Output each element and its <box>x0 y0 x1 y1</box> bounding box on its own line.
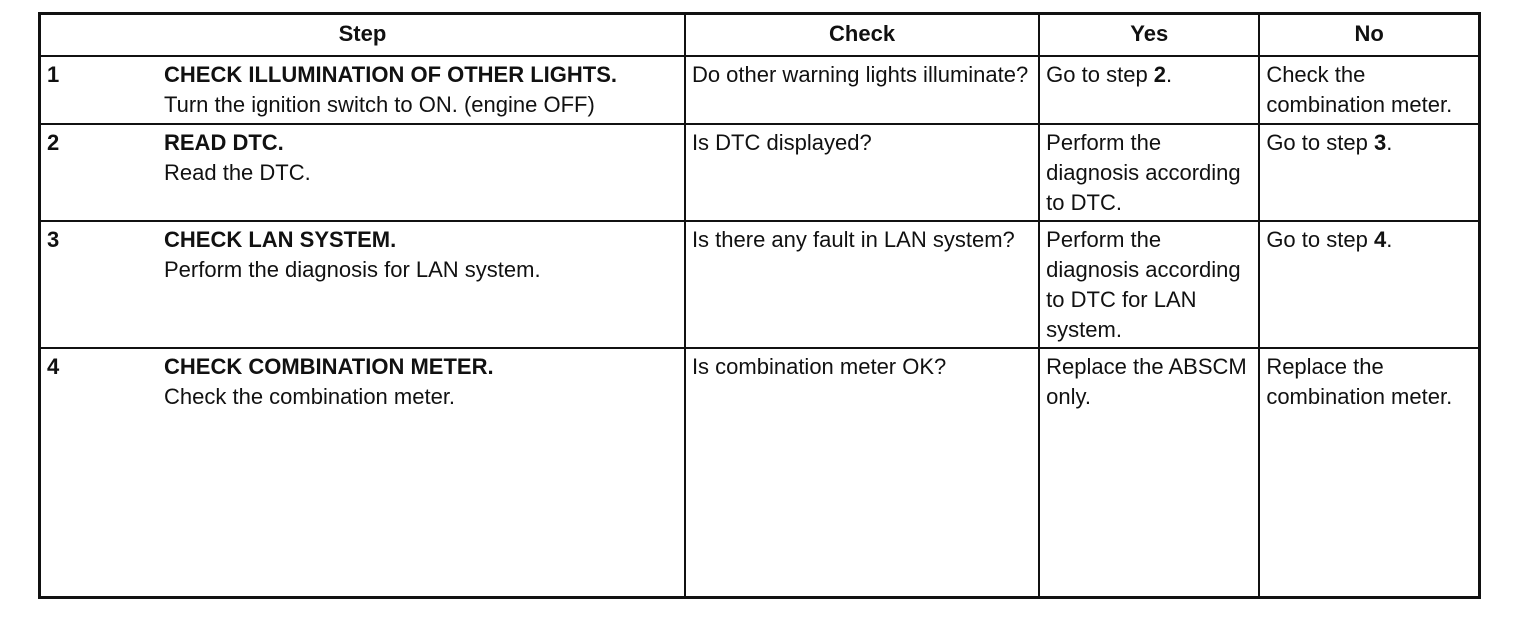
step-cell <box>40 221 685 348</box>
step-description: Turn the ignition switch to ON. (engine OFF) <box>164 92 595 117</box>
step-number: 3 <box>47 227 60 252</box>
check-cell <box>685 348 1039 598</box>
step-number: 2 <box>47 130 60 155</box>
yes-cell <box>1039 221 1259 348</box>
table-row <box>40 56 1480 124</box>
header-no: No <box>1259 14 1479 57</box>
yes-cell <box>1039 56 1259 124</box>
no-step-ref: 4 <box>1373 227 1387 252</box>
yes-text: Go to step <box>1046 62 1154 87</box>
no-step-ref: 3 <box>1373 130 1387 155</box>
step-description: Read the DTC. <box>164 160 311 185</box>
header-step: Step <box>40 14 685 57</box>
diagnosis-table <box>38 12 1481 599</box>
step-number: 4 <box>47 354 60 379</box>
no-cell <box>1259 124 1479 221</box>
no-text: Check the combination meter. <box>1266 62 1453 117</box>
step-cell <box>40 348 685 598</box>
no-suffix: . <box>1386 227 1393 252</box>
no-suffix: . <box>1386 130 1393 155</box>
no-cell <box>1259 348 1479 598</box>
step-cell <box>40 56 685 124</box>
yes-cell <box>1039 348 1259 598</box>
header-yes: Yes <box>1039 14 1259 57</box>
step-title: CHECK COMBINATION METER. <box>164 354 494 379</box>
check-cell <box>685 56 1039 124</box>
no-text: Replace the combination meter. <box>1266 354 1453 409</box>
table-header-row <box>40 14 1480 57</box>
step-title: CHECK LAN SYSTEM. <box>164 227 397 252</box>
check-cell <box>685 124 1039 221</box>
table-row <box>40 348 1480 598</box>
yes-step-ref: 2 <box>1153 62 1167 87</box>
step-description: Perform the diagnosis for LAN system. <box>164 257 541 282</box>
check-cell <box>685 221 1039 348</box>
step-title: CHECK ILLUMINATION OF OTHER LIGHTS. <box>164 62 618 87</box>
no-text: Go to step <box>1266 130 1374 155</box>
yes-text: Replace the ABSCM only. <box>1046 354 1247 409</box>
no-cell <box>1259 56 1479 124</box>
table-row <box>40 221 1480 348</box>
step-description: Check the combination meter. <box>164 384 456 409</box>
yes-cell <box>1039 124 1259 221</box>
check-text: Is combination meter OK? <box>691 354 947 379</box>
table-row <box>40 124 1480 221</box>
yes-text: Perform the diagnosis according to DTC for LAN system. <box>1046 227 1241 342</box>
check-text: Is DTC displayed? <box>691 130 872 155</box>
no-text: Go to step <box>1266 227 1374 252</box>
check-text: Is there any fault in LAN system? <box>691 227 1015 252</box>
step-number: 1 <box>47 62 60 87</box>
yes-text: Perform the diagnosis according to DTC. <box>1046 130 1241 215</box>
yes-suffix: . <box>1166 62 1173 87</box>
diagnosis-page <box>38 12 1481 599</box>
step-title: READ DTC. <box>164 130 284 155</box>
no-cell <box>1259 221 1479 348</box>
step-cell <box>40 124 685 221</box>
check-text: Do other warning lights illuminate? <box>691 62 1029 87</box>
header-check: Check <box>685 14 1039 57</box>
